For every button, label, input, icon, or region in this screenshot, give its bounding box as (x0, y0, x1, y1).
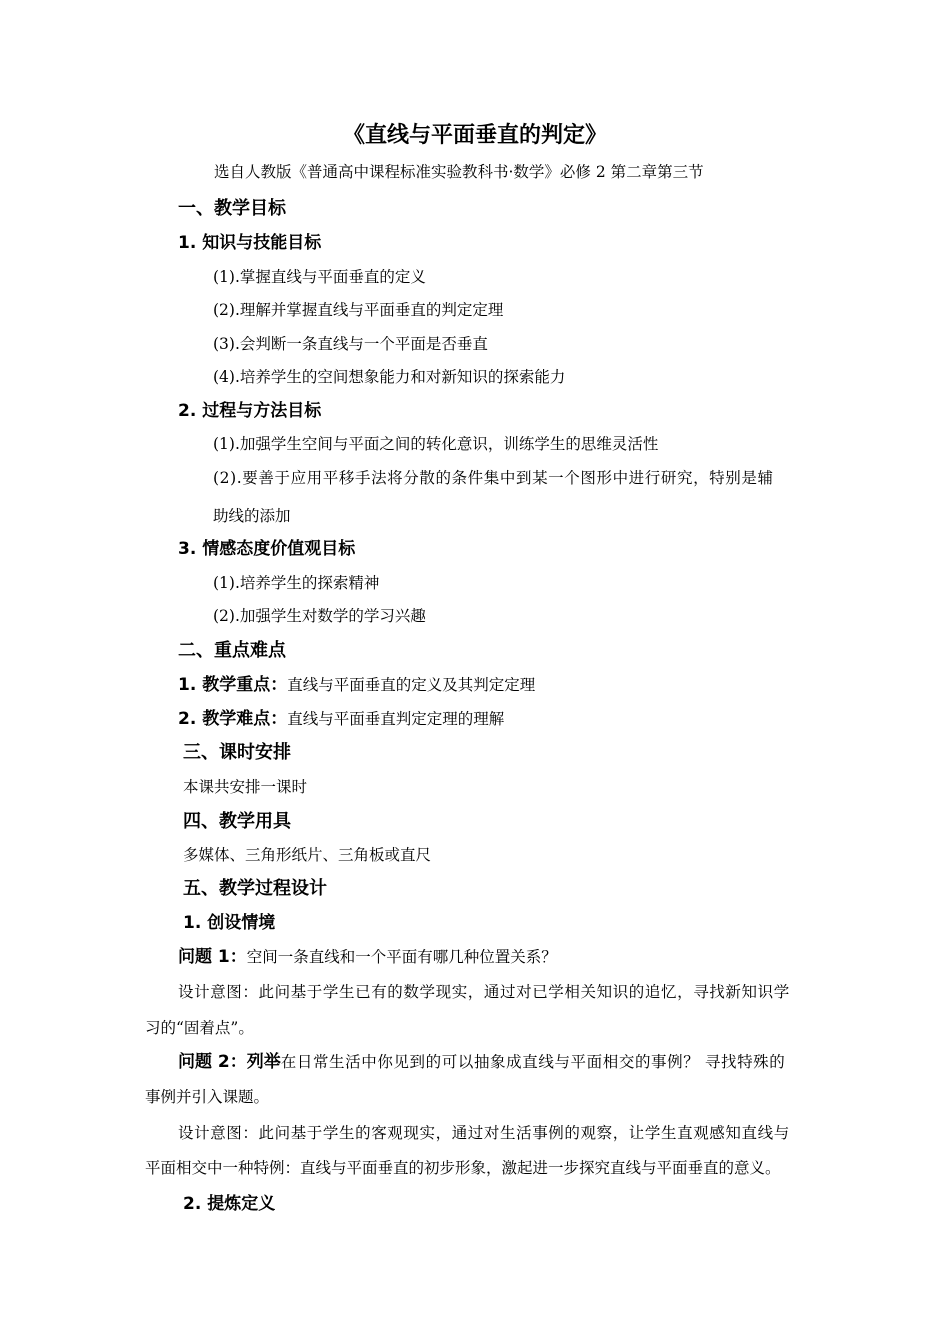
list-item: (1).加强学生空间与平面之间的转化意识，训练学生的思维灵活性 (213, 435, 659, 453)
list-item: (2).要善于应用平移手法将分散的条件集中到某一个图形中进行研究，特别是辅 (213, 469, 774, 487)
list-item-continuation: 助线的添加 (213, 507, 291, 525)
list-item: (2).加强学生对数学的学习兴趣 (213, 607, 426, 625)
question-2-text: 在日常生活中你见到的可以抽象成直线与平面相交的事例？ 寻找特殊的 (280, 1053, 786, 1071)
question-2-intent: 设计意图：此问基于学生的客观现实，通过对生活事例的观察，让学生直观感知直线与 (178, 1124, 790, 1142)
section-heading-key-points: 二、重点难点 (178, 640, 286, 661)
section-heading-schedule: 三、课时安排 (183, 742, 291, 763)
question-1-intent: 设计意图：此问基于学生已有的数学现实，通过对已学相关知识的追忆，寻找新知识学 (178, 983, 790, 1001)
question-1-intent-continuation: 习的“固着点”。 (145, 1019, 254, 1037)
difficulty-label: 2. 教学难点： (178, 709, 288, 729)
key-point-label: 1. 教学重点： (178, 675, 288, 695)
subheading-extract-definition: 2. 提炼定义 (183, 1194, 276, 1214)
difficulty-text: 直线与平面垂直判定定理的理解 (287, 710, 505, 728)
subheading-attitude-values: 3. 情感态度价值观目标 (178, 539, 356, 559)
section-heading-objectives: 一、教学目标 (178, 198, 286, 219)
key-point-text: 直线与平面垂直的定义及其判定定理 (287, 676, 536, 694)
subheading-knowledge-skills: 1. 知识与技能目标 (178, 233, 322, 253)
list-item: (4).培养学生的空间想象能力和对新知识的探索能力 (213, 368, 566, 386)
document-subtitle: 选自人教版《普通高中课程标准实验教科书·数学》必修 2 第二章第三节 (214, 163, 704, 181)
document-title: 《直线与平面垂直的判定》 (342, 123, 607, 148)
subheading-process-method: 2. 过程与方法目标 (178, 401, 322, 421)
question-2-label: 问题 2：列举 (178, 1052, 281, 1072)
tools-text: 多媒体、三角形纸片、三角板或直尺 (183, 846, 432, 864)
list-item: (1).掌握直线与平面垂直的定义 (213, 268, 426, 286)
question-1-label: 问题 1： (178, 947, 247, 967)
question-2-continuation: 事例并引入课题。 (145, 1088, 270, 1106)
list-item: (1).培养学生的探索精神 (213, 574, 380, 592)
question-1-row (178, 946, 557, 968)
section-heading-process: 五、教学过程设计 (183, 878, 327, 899)
question-1-text: 空间一条直线和一个平面有哪几种位置关系？ (246, 948, 557, 966)
subheading-create-scenario: 1. 创设情境 (183, 913, 276, 933)
list-item: (2).理解并掌握直线与平面垂直的判定定理 (213, 301, 504, 319)
schedule-text: 本课共安排一课时 (183, 778, 308, 796)
question-2-intent-continuation: 平面相交中一种特例：直线与平面垂直的初步形象，激起进一步探究直线与平面垂直的意义。 (145, 1159, 781, 1177)
difficulty-row (178, 708, 504, 730)
question-2-row (178, 1051, 785, 1073)
list-item: (3).会判断一条直线与一个平面是否垂直 (213, 335, 488, 353)
key-point-row (178, 674, 535, 696)
section-heading-tools: 四、教学用具 (183, 811, 291, 832)
